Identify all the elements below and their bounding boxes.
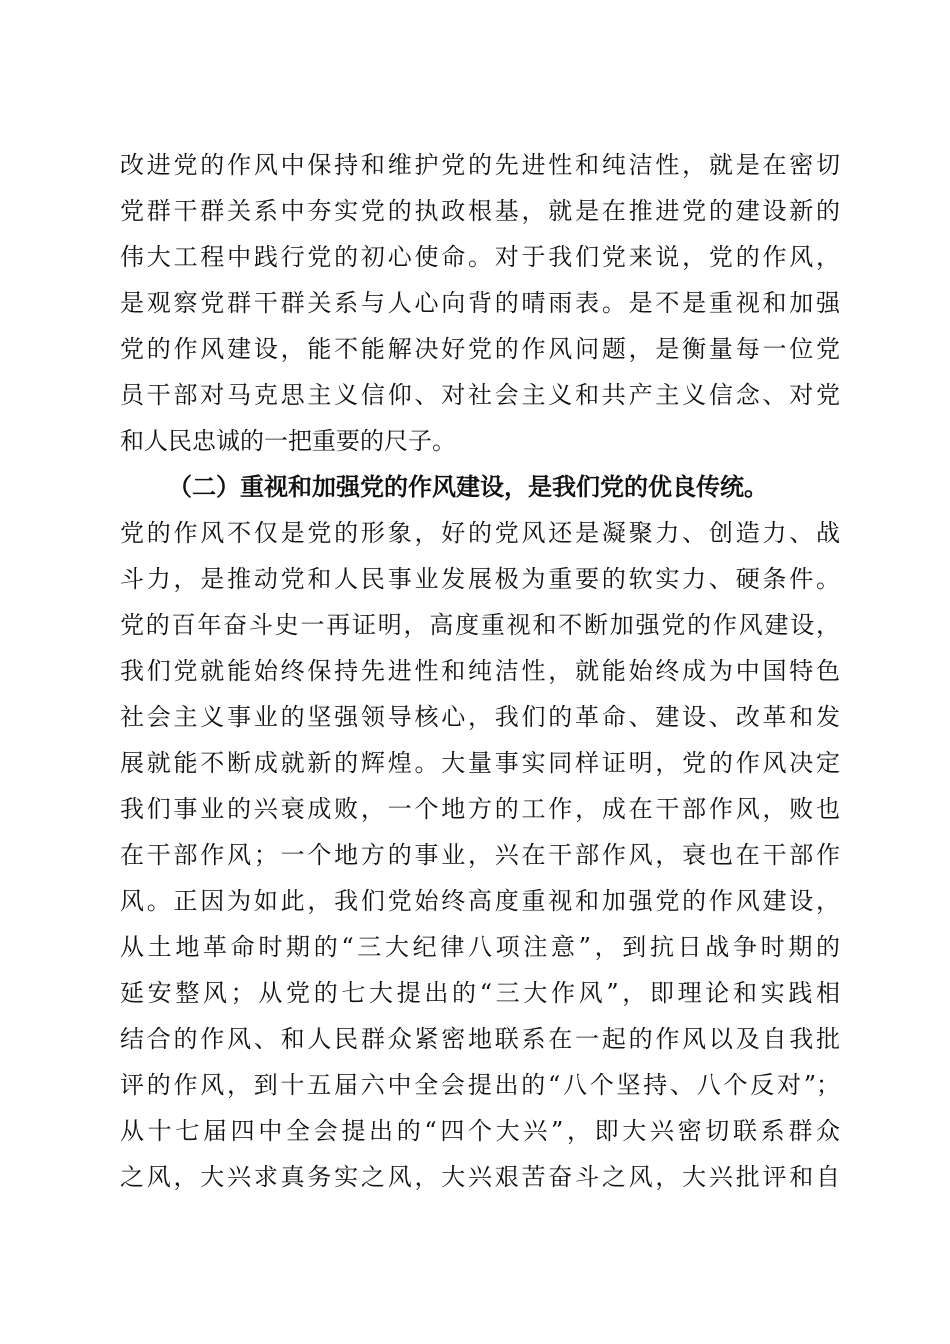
paragraph-line: 员干部对马克思主义信仰、对社会主义和共产主义信念、对党 xyxy=(120,381,840,409)
paragraph-line: 伟大工程中践行党的初心使命。对于我们党来说，党的作风， xyxy=(120,243,840,271)
paragraph-line: 从土地革命时期的“三大纪律八项注意”，到抗日战争时期的 xyxy=(120,933,840,961)
paragraph-line: 结合的作风、和人民群众紧密地联系在一起的作风以及自我批 xyxy=(120,1025,840,1053)
paragraph-line: 评的作风，到十五届六中全会提出的“八个坚持、八个反对”； xyxy=(120,1071,840,1099)
paragraph-line: 斗力，是推动党和人民事业发展极为重要的软实力、硬条件。 xyxy=(120,565,840,593)
paragraph-line: 之风，大兴求真务实之风，大兴艰苦奋斗之风，大兴批评和自 xyxy=(120,1163,840,1191)
section-heading: （二）重视和加强党的作风建设，是我们党的优良传统。 xyxy=(168,472,768,501)
paragraph-line: 我们党就能始终保持先进性和纯洁性，就能始终成为中国特色 xyxy=(120,657,840,685)
paragraph-line: 是观察党群干群关系与人心向背的晴雨表。是不是重视和加强 xyxy=(120,289,840,317)
paragraph-line: 风。正因为如此，我们党始终高度重视和加强党的作风建设， xyxy=(120,887,840,915)
paragraph-line: 展就能不断成就新的辉煌。大量事实同样证明，党的作风决定 xyxy=(120,749,840,777)
paragraph-line: 改进党的作风中保持和维护党的先进性和纯洁性，就是在密切 xyxy=(120,151,840,179)
paragraph-line: 党的作风不仅是党的形象，好的党风还是凝聚力、创造力、战 xyxy=(120,519,840,547)
paragraph-line: 和人民忠诚的一把重要的尺子。 xyxy=(120,427,456,455)
paragraph-line: 延安整风；从党的七大提出的“三大作风”，即理论和实践相 xyxy=(120,979,840,1007)
paragraph-line: 党的作风建设，能不能解决好党的作风问题，是衡量每一位党 xyxy=(120,335,840,363)
body-text xyxy=(120,142,840,1200)
paragraph-line: 党群干群关系中夯实党的执政根基，就是在推进党的建设新的 xyxy=(120,197,840,225)
paragraph-line: 我们事业的兴衰成败，一个地方的工作，成在干部作风，败也 xyxy=(120,795,840,823)
paragraph-line: 在干部作风；一个地方的事业，兴在干部作风，衰也在干部作 xyxy=(120,841,840,869)
paragraph-line: 社会主义事业的坚强领导核心，我们的革命、建设、改革和发 xyxy=(120,703,840,731)
paragraph-line: 从十七届四中全会提出的“四个大兴”，即大兴密切联系群众 xyxy=(120,1117,840,1145)
paragraph-line: 党的百年奋斗史一再证明，高度重视和不断加强党的作风建设， xyxy=(120,611,840,639)
